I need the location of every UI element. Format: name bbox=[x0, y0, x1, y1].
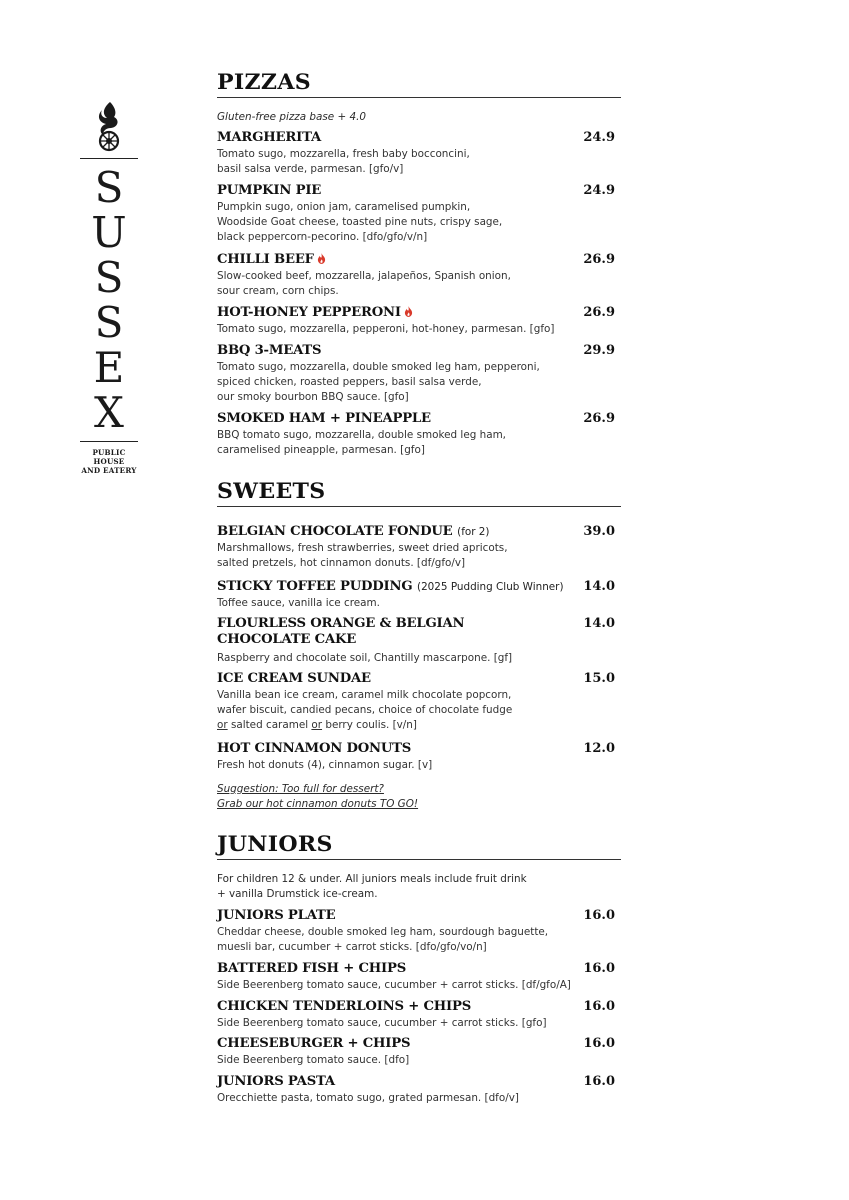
item-name: HOT-HONEY PEPPERONI bbox=[217, 305, 401, 320]
brand-tagline-2: AND EATERY bbox=[81, 466, 137, 475]
menu-item-cheeseburger-chips bbox=[217, 1036, 621, 1068]
item-name: BELGIAN CHOCOLATE FONDUE bbox=[217, 524, 453, 539]
item-description: Slow-cooked beef, mozzarella, jalapeños, Spanish onion, sour cream, corn chips. bbox=[217, 270, 511, 298]
brand-tagline-1: PUBLIC HOUSE bbox=[92, 448, 126, 466]
item-price: 14.0 bbox=[583, 616, 615, 631]
menu-item-chilli-beef bbox=[217, 252, 621, 299]
item-name: HOT CINNAMON DONUTS bbox=[217, 741, 412, 756]
item-price: 16.0 bbox=[583, 1036, 615, 1051]
item-price: 14.0 bbox=[583, 579, 615, 594]
brand-column bbox=[78, 100, 140, 475]
flame-icon bbox=[317, 253, 326, 264]
item-description: Fresh hot donuts (4), cinnamon sugar. [v] bbox=[217, 759, 433, 771]
item-name: ICE CREAM SUNDAE bbox=[217, 671, 371, 686]
item-name-line-2: CHOCOLATE CAKE bbox=[217, 632, 357, 647]
brand-letter: E bbox=[93, 343, 125, 392]
brand-letter: X bbox=[94, 388, 124, 437]
brand-wordmark bbox=[78, 165, 140, 435]
flame-icon bbox=[404, 306, 413, 317]
section-divider bbox=[217, 97, 621, 98]
section-title-pizzas: PIZZAS bbox=[217, 69, 312, 94]
menu-item-battered-fish-chips bbox=[217, 961, 621, 993]
item-note: (2025 Pudding Club Winner) bbox=[417, 581, 564, 593]
menu-item-hot-honey-pepperoni bbox=[217, 305, 621, 337]
menu-item-ice-cream-sundae bbox=[217, 671, 621, 734]
item-name: PUMPKIN PIE bbox=[217, 183, 322, 198]
item-description: Cheddar cheese, double smoked leg ham, sourdough baguette, muesli bar, cucumber + carrot sticks. [dfo/gfo/vo/n] bbox=[217, 926, 549, 954]
item-price: 16.0 bbox=[583, 908, 615, 923]
section-pizzas bbox=[217, 70, 621, 98]
menu-item-bbq-3-meats bbox=[217, 343, 621, 406]
item-description: Raspberry and chocolate soil, Chantilly mascarpone. [gf] bbox=[217, 652, 513, 664]
item-description: Toffee sauce, vanilla ice cream. bbox=[217, 597, 380, 609]
menu-item-pumpkin-pie bbox=[217, 183, 621, 246]
item-note: (for 2) bbox=[457, 526, 490, 538]
item-name: STICKY TOFFEE PUDDING bbox=[217, 579, 413, 594]
item-price: 16.0 bbox=[583, 961, 615, 976]
item-name: JUNIORS PASTA bbox=[217, 1074, 335, 1089]
swirl-flame-logo-icon bbox=[94, 100, 124, 152]
item-description: Tomato sugo, mozzarella, fresh baby bocconcini, basil salsa verde, parmesan. [gfo/v] bbox=[217, 148, 470, 176]
brand-divider-top bbox=[80, 158, 138, 159]
item-description: Marshmallows, fresh strawberries, sweet dried apricots, salted pretzels, hot cinnamon donuts. [df/gfo/v] bbox=[217, 542, 508, 570]
item-name-line-1: FLOURLESS ORANGE & BELGIAN bbox=[217, 616, 465, 631]
item-description: Pumpkin sugo, onion jam, caramelised pumpkin, Woodside Goat cheese, toasted pine nuts, crispy sage, black peppercorn-pecorino. [dfo/gfo/v/n] bbox=[217, 201, 503, 244]
menu-item-juniors-plate bbox=[217, 908, 621, 955]
item-price: 12.0 bbox=[583, 741, 615, 756]
item-name: CHILLI BEEF bbox=[217, 252, 314, 267]
dessert-suggestion: Suggestion: Too full for dessert? Grab our hot cinnamon donuts TO GO! bbox=[217, 783, 419, 810]
item-description: Side Beerenberg tomato sauce, cucumber + carrot sticks. [gfo] bbox=[217, 1017, 547, 1029]
section-divider bbox=[217, 506, 621, 507]
menu-item-hot-cinnamon-donuts bbox=[217, 741, 621, 773]
item-price: 15.0 bbox=[583, 671, 615, 686]
item-price: 39.0 bbox=[583, 524, 615, 539]
item-description: Vanilla bean ice cream, caramel milk chocolate popcorn, wafer biscuit, candied pecans, choice of chocolate fudge or salted caramel or berry coulis. [v/n] bbox=[217, 689, 513, 732]
section-sweets bbox=[217, 479, 621, 507]
item-name: BATTERED FISH + CHIPS bbox=[217, 961, 407, 976]
item-price: 26.9 bbox=[583, 305, 615, 320]
menu-item-juniors-pasta bbox=[217, 1074, 621, 1106]
item-description: Tomato sugo, mozzarella, double smoked leg ham, pepperoni, spiced chicken, roasted peppers, basil salsa verde, our smoky bourbon BBQ sauce. [gfo] bbox=[217, 361, 540, 404]
section-divider bbox=[217, 859, 621, 860]
section-title-juniors: JUNIORS bbox=[217, 831, 333, 856]
pizza-gluten-free-note: Gluten-free pizza base + 4.0 bbox=[217, 111, 367, 123]
brand-letter: S bbox=[94, 253, 124, 302]
menu-item-flourless-orange-cake bbox=[217, 616, 621, 666]
menu-item-margherita bbox=[217, 130, 621, 177]
item-price: 26.9 bbox=[583, 252, 615, 267]
brand-letter: S bbox=[94, 298, 124, 347]
menu-item-chicken-tenderloins-chips bbox=[217, 999, 621, 1031]
item-name: CHICKEN TENDERLOINS + CHIPS bbox=[217, 999, 472, 1014]
menu-item-smoked-ham-pineapple bbox=[217, 411, 621, 458]
brand-letter: S bbox=[94, 163, 124, 212]
item-description: Orecchiette pasta, tomato sugo, grated parmesan. [dfo/v] bbox=[217, 1092, 519, 1104]
item-price: 29.9 bbox=[583, 343, 615, 358]
section-title-sweets: SWEETS bbox=[217, 478, 326, 503]
brand-divider-bottom bbox=[80, 441, 138, 442]
item-name: BBQ 3-MEATS bbox=[217, 343, 322, 358]
item-name: JUNIORS PLATE bbox=[217, 908, 336, 923]
item-name: CHEESEBURGER + CHIPS bbox=[217, 1036, 411, 1051]
brand-letter: U bbox=[91, 208, 127, 257]
item-name: SMOKED HAM + PINEAPPLE bbox=[217, 411, 431, 426]
item-price: 16.0 bbox=[583, 1074, 615, 1089]
item-price: 26.9 bbox=[583, 411, 615, 426]
item-price: 24.9 bbox=[583, 130, 615, 145]
section-juniors bbox=[217, 832, 621, 860]
item-description: Side Beerenberg tomato sauce. [dfo] bbox=[217, 1054, 410, 1066]
item-price: 16.0 bbox=[583, 999, 615, 1014]
menu-item-belgian-chocolate-fondue bbox=[217, 524, 621, 571]
menu-item-sticky-toffee-pudding bbox=[217, 579, 621, 611]
item-price: 24.9 bbox=[583, 183, 615, 198]
item-description: Tomato sugo, mozzarella, pepperoni, hot-honey, parmesan. [gfo] bbox=[217, 323, 555, 335]
item-description: Side Beerenberg tomato sauce, cucumber + carrot sticks. [df/gfo/A] bbox=[217, 979, 571, 991]
juniors-note: For children 12 & under. All juniors meals include fruit drink + vanilla Drumstick ice-cream. bbox=[217, 873, 527, 900]
item-name: MARGHERITA bbox=[217, 130, 322, 145]
item-description: BBQ tomato sugo, mozzarella, double smoked leg ham, caramelised pineapple, parmesan. [gfo] bbox=[217, 429, 506, 457]
